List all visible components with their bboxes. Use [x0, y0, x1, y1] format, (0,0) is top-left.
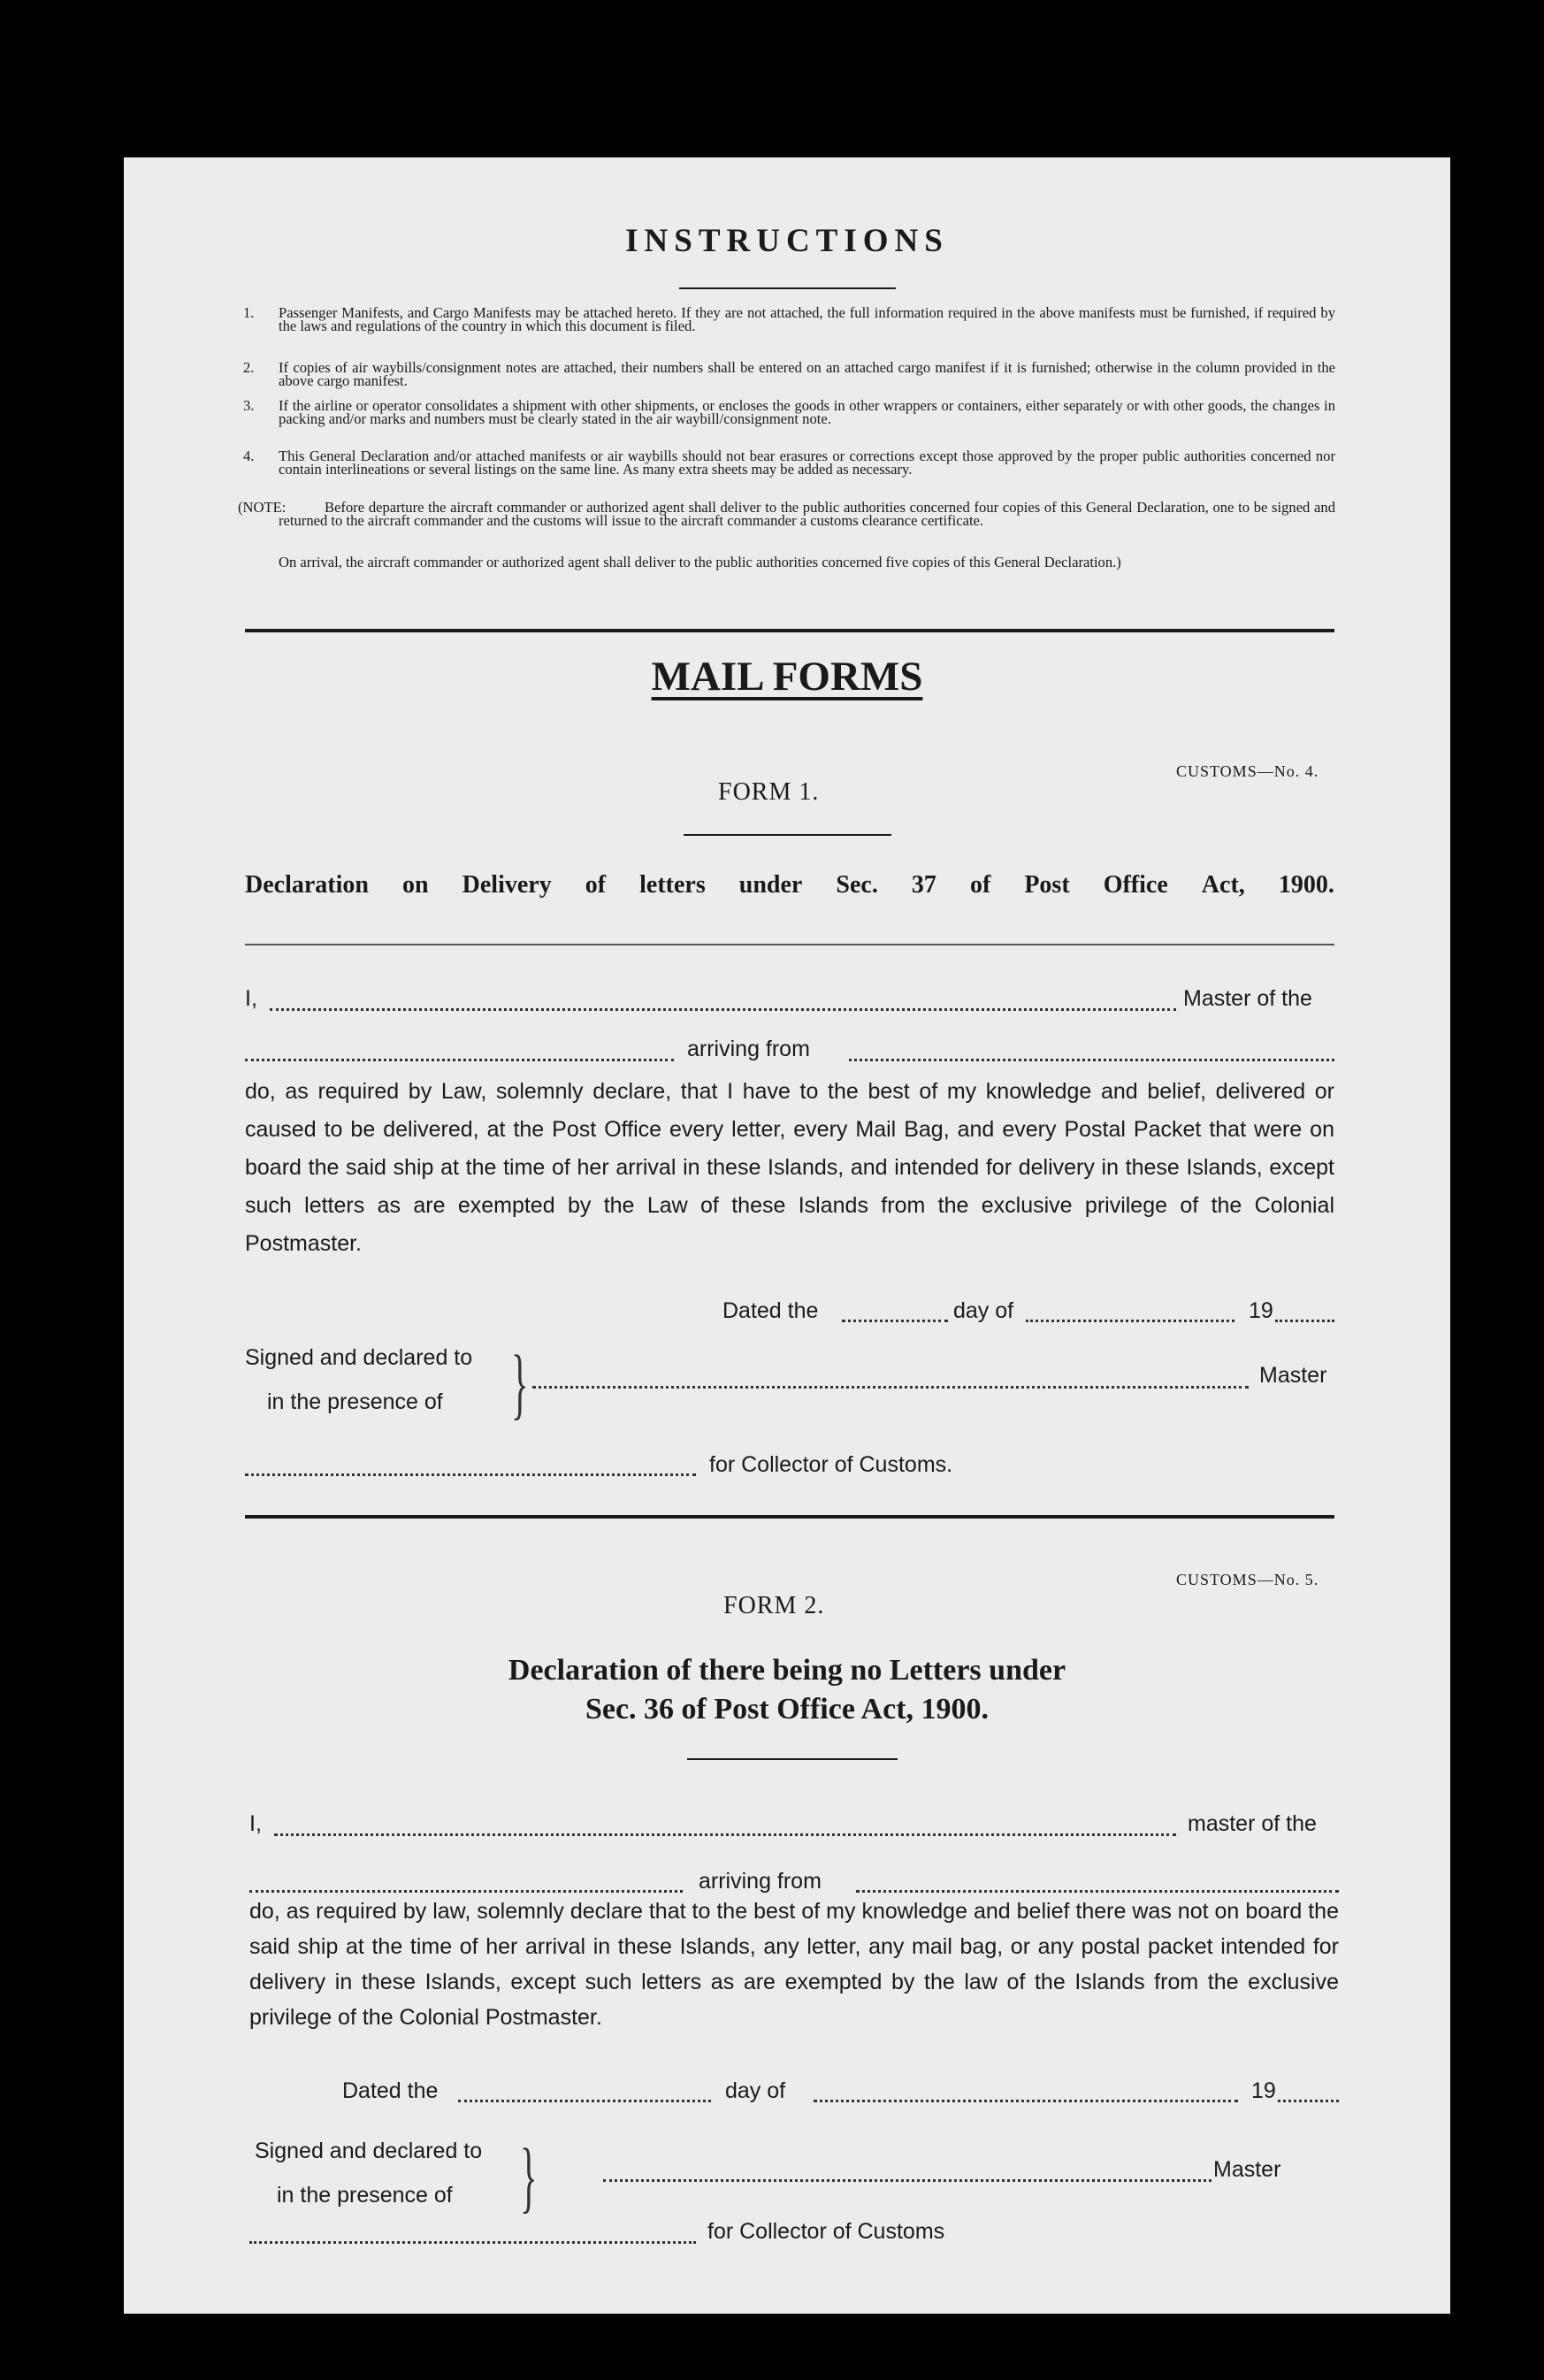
form1-master-signature-field[interactable]: [532, 1386, 1249, 1389]
form1-arriving-from: arriving from: [687, 1037, 810, 1061]
form2-year-field[interactable]: [1278, 2100, 1339, 2102]
form2-year-prefix: 19: [1251, 2078, 1276, 2103]
form2-line1-start: I,: [249, 1811, 262, 1836]
form1-master-label: Master: [1259, 1363, 1327, 1388]
form2-arriving-from: arriving from: [699, 1869, 822, 1894]
document-page: INSTRUCTIONS 1. Passenger Manifests, and Cargo Manifests may be attached hereto. If they are not attached, the full information required in the above manifests must be furnished, if required by the laws and regulations of the country in which this document is filed. 2. If copies of air waybills/consignment notes are attached, their numbers shall be entered on an attached cargo manifest if it is furnished; otherwise in the column provided in the above cargo manifest. 3. If the airline or operator consolidates a shipment with other shipments, or encloses the goods in other wrappers or containers, either separately or with other goods, the changes in packing and/or marks and numbers must be clearly stated in the air waybill/consignment note. 4. This General Declaration and/or attached manifests or air waybills should not bear erasures or corrections except those approved by the proper public authorities concerned nor contain interlineations or several listings on the same line. As many extra sheets may be added as necessary. (NOTE: Before departure the aircraft commander or authorized agent shall deliver to the public authorities concerned four copies of this General Declaration, one to be signed and returned to the aircraft commander and the customs will issue to the aircraft commander a customs clearance certificate. On arrival, the aircraft commander or authorized agent shall deliver to the public authorities concerned five copies of this General Declaration.) MAIL FORMS CUSTOMS—No. 4. FORM 1. Declaration on Delivery of letters under Sec. 37 of Post Office Act, 1900. I, Master of the arriving from do, as required by Law, solemnly declare, that I have to the best of my knowledge and belief, delivered or caused to be delivered, at the Post Office every letter, every Mail Bag, and every Postal Packet that were on board the said ship at the time of her arrival in these Islands, and intended for delivery in these Islands, except such letters as are exempted by the Law of these Islands from the exclusive privilege of the Colonial Postmaster. Dated the day of 19 Signed and declared to in the presence of } Master for Collector of Customs. CUSTOMS—No. 5. FORM 2. Declaration of there being no Letters under Sec. 36 of Post Office Act, 1900. I, master of the arriving from do, as required by law, solemnly declare that to the best of my knowledge and belief there was not on board the said ship at the time of her arrival in these Islands, any letter, any mail bag, or any postal packet intended for delivery in these Islands, except such letters as are exempted by the law of the Islands from the exclusive privilege of the Colonial Postmaster. Dated the day of 19 Signed and declared to in the presence of } Master for Collector of Customs: [124, 157, 1450, 2314]
section-divider: [245, 629, 1334, 632]
title-rule: [679, 287, 896, 289]
forms-divider: [245, 1515, 1334, 1519]
form2-title-rule: [687, 1758, 898, 1760]
form2-collector-field[interactable]: [249, 2241, 696, 2244]
form1-year-field[interactable]: [1275, 1320, 1334, 1322]
form1-day-field[interactable]: [842, 1320, 948, 1322]
form1-day-of: day of: [953, 1298, 1014, 1323]
form1-collector-label: for Collector of Customs.: [709, 1452, 953, 1477]
form1-ship-field[interactable]: [245, 1059, 674, 1061]
form2-month-field[interactable]: [814, 2100, 1238, 2102]
form1-declaration-title: Declaration on Delivery of letters under Sec. 37 of Post Office Act, 1900.: [245, 871, 1334, 899]
form2-collector-label: for Collector of Customs: [707, 2219, 945, 2244]
form1-heading: FORM 1.: [718, 778, 820, 806]
form2-title-line2: Sec. 36 of Post Office Act, 1900.: [585, 1693, 990, 1726]
form2-master-label: Master: [1213, 2157, 1281, 2182]
form1-customs-number: CUSTOMS—No. 4.: [1176, 762, 1319, 780]
form1-heading-rule: [684, 834, 891, 836]
form2-signed-declared: Signed and declared to: [255, 2139, 483, 2163]
form2-heading: FORM 2.: [723, 1592, 825, 1619]
form2-name-field[interactable]: [274, 1833, 1176, 1836]
form2-origin-field[interactable]: [856, 1890, 1339, 1893]
form2-paragraph: do, as required by law, solemnly declare that to the best of my knowledge and belief there was not on board the said ship at the time of her arrival in these Islands, any letter, any mail bag, or any postal packet intended for delivery in these Islands, except such letters as are exempted by the law of the Islands from the exclusive privilege of the Colonial Postmaster.: [249, 1899, 1339, 2030]
form1-paragraph: do, as required by Law, solemnly declare, that I have to the best of my knowledge and belief, delivered or caused to be delivered, at the Post Office every letter, every Mail Bag, and every Postal Packet that were on board the said ship at the time of her arrival in these Islands, and intended for delivery in these Islands, except such letters as are exempted by the Law of these Islands from the exclusive privilege of the Colonial Postmaster.: [245, 1079, 1334, 1256]
form2-line1-end: master of the: [1188, 1811, 1317, 1836]
form1-month-field[interactable]: [1026, 1320, 1234, 1322]
form2-customs-number: CUSTOMS—No. 5.: [1176, 1571, 1319, 1588]
form2-in-presence: in the presence of: [277, 2183, 453, 2208]
form1-collector-field[interactable]: [245, 1473, 696, 1476]
instructions-title: INSTRUCTIONS: [625, 223, 949, 259]
form1-brace: }: [511, 1340, 529, 1427]
form2-title-line1: Declaration of there being no Letters under: [508, 1654, 1066, 1687]
form1-year-prefix: 19: [1249, 1298, 1273, 1323]
form2-dated-the: Dated the: [342, 2078, 439, 2103]
form2-day-of: day of: [725, 2078, 786, 2103]
form1-signed-declared: Signed and declared to: [245, 1345, 473, 1370]
form1-line1-end: Master of the: [1183, 986, 1312, 1011]
form2-brace: }: [520, 2133, 538, 2221]
form2-day-field[interactable]: [458, 2100, 711, 2102]
form1-title-rule: [245, 944, 1334, 945]
form2-master-signature-field[interactable]: [603, 2179, 1212, 2182]
form1-line1-start: I,: [245, 986, 257, 1011]
form1-in-presence: in the presence of: [267, 1389, 443, 1414]
form1-name-field[interactable]: [270, 1008, 1176, 1011]
mail-forms-title: MAIL FORMS: [651, 654, 923, 700]
form2-ship-field[interactable]: [249, 1890, 683, 1893]
form1-origin-field[interactable]: [849, 1059, 1334, 1061]
form1-dated-the: Dated the: [722, 1298, 819, 1323]
